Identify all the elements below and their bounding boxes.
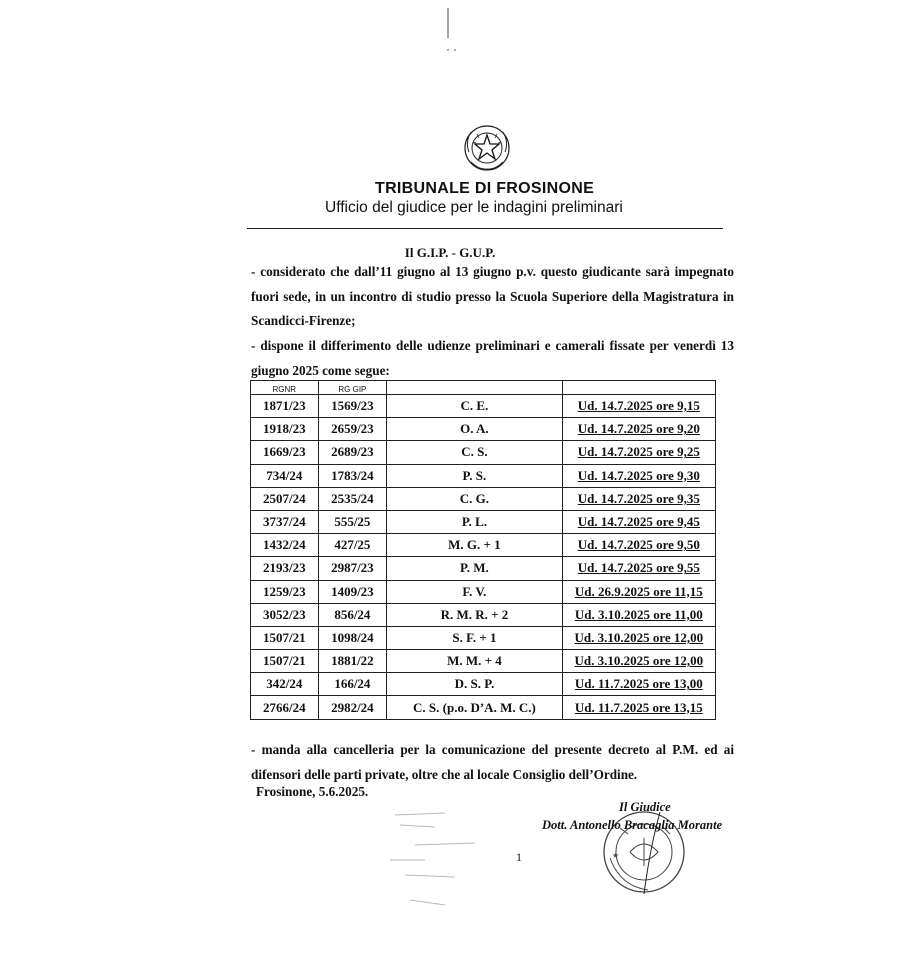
cell-rg-gip: 1881/22 <box>318 650 387 673</box>
office-name: Ufficio del giudice per le indagini preliminari <box>325 199 623 216</box>
cell-rgnr: 1432/24 <box>251 534 319 557</box>
table-row <box>251 673 716 696</box>
cell-udienza: Ud. 3.10.2025 ore 11,00 <box>562 603 715 626</box>
table-header-row <box>251 381 716 395</box>
republic-emblem-icon <box>461 122 513 174</box>
cell-parti: P. L. <box>387 510 563 533</box>
cell-rgnr: 2766/24 <box>251 696 319 719</box>
cell-rg-gip: 1783/24 <box>318 464 387 487</box>
cell-rg-gip: 427/25 <box>318 534 387 557</box>
table-row <box>251 395 716 418</box>
table-row <box>251 418 716 441</box>
cell-rgnr: 342/24 <box>251 673 319 696</box>
page-number: 1 <box>516 850 522 864</box>
cell-rg-gip: 2982/24 <box>318 696 387 719</box>
cell-rg-gip: 166/24 <box>318 673 387 696</box>
faint-office-stamp <box>385 805 505 925</box>
signature-title: Il Giudice <box>619 800 671 814</box>
table-row <box>251 650 716 673</box>
svg-text:★: ★ <box>612 851 620 860</box>
cell-udienza: Ud. 14.7.2025 ore 9,20 <box>562 418 715 441</box>
table-row <box>251 510 716 533</box>
cell-parti: R. M. R. + 2 <box>387 603 563 626</box>
cell-rg-gip: 2659/23 <box>318 418 387 441</box>
cell-rgnr: 1871/23 <box>251 395 319 418</box>
cell-rgnr: 3737/24 <box>251 510 319 533</box>
cell-rg-gip: 2987/23 <box>318 557 387 580</box>
cell-rg-gip: 856/24 <box>318 603 387 626</box>
table-row <box>251 696 716 719</box>
table-row <box>251 557 716 580</box>
table-row <box>251 580 716 603</box>
column-header-rgnr: RGNR <box>251 381 319 395</box>
cell-udienza: Ud. 14.7.2025 ore 9,50 <box>562 534 715 557</box>
column-header-rg-gip: RG GIP <box>318 381 387 395</box>
cell-udienza: Ud. 14.7.2025 ore 9,35 <box>562 487 715 510</box>
cell-udienza: Ud. 3.10.2025 ore 12,00 <box>562 626 715 649</box>
table-row <box>251 534 716 557</box>
cell-rg-gip: 555/25 <box>318 510 387 533</box>
header-divider <box>247 228 723 229</box>
cell-parti: M. M. + 4 <box>387 650 563 673</box>
cell-parti: D. S. P. <box>387 673 563 696</box>
cell-parti: C. S. <box>387 441 563 464</box>
cell-parti: S. F. + 1 <box>387 626 563 649</box>
cell-udienza: Ud. 26.9.2025 ore 11,15 <box>562 580 715 603</box>
hearings-table <box>250 380 716 720</box>
table-row <box>251 441 716 464</box>
table-row <box>251 603 716 626</box>
cell-rg-gip: 1409/23 <box>318 580 387 603</box>
column-header-udienza <box>562 381 715 395</box>
paragraph-manda: - manda alla cancelleria per la comunicazione del presente decreto al P.M. ed ai difensori delle parti private, oltre che al locale Consiglio dell’Ordine. <box>251 742 734 782</box>
cell-rgnr: 734/24 <box>251 464 319 487</box>
cell-rgnr: 1918/23 <box>251 418 319 441</box>
court-name: TRIBUNALE DI FROSINONE <box>375 180 595 197</box>
cell-parti: M. G. + 1 <box>387 534 563 557</box>
cell-rgnr: 3052/23 <box>251 603 319 626</box>
cell-parti: F. V. <box>387 580 563 603</box>
cell-udienza: Ud. 14.7.2025 ore 9,25 <box>562 441 715 464</box>
cell-rgnr: 1507/21 <box>251 626 319 649</box>
cell-parti: P. M. <box>387 557 563 580</box>
cell-rgnr: 2193/23 <box>251 557 319 580</box>
cell-rg-gip: 1569/23 <box>318 395 387 418</box>
place-date: Frosinone, 5.6.2025. <box>256 784 369 799</box>
table-row <box>251 626 716 649</box>
cell-rgnr: 2507/24 <box>251 487 319 510</box>
cell-udienza: Ud. 14.7.2025 ore 9,55 <box>562 557 715 580</box>
cell-parti: P. S. <box>387 464 563 487</box>
cell-udienza: Ud. 11.7.2025 ore 13,15 <box>562 696 715 719</box>
cell-udienza: Ud. 14.7.2025 ore 9,45 <box>562 510 715 533</box>
cell-udienza: Ud. 11.7.2025 ore 13,00 <box>562 673 715 696</box>
cell-rgnr: 1669/23 <box>251 441 319 464</box>
cell-rg-gip: 2535/24 <box>318 487 387 510</box>
column-header-parti <box>387 381 563 395</box>
cell-parti: C. E. <box>387 395 563 418</box>
cell-udienza: Ud. 14.7.2025 ore 9,30 <box>562 464 715 487</box>
cell-rgnr: 1259/23 <box>251 580 319 603</box>
scan-marks <box>440 8 460 53</box>
table-row <box>251 487 716 510</box>
decree-heading: Il G.I.P. - G.U.P. <box>404 245 496 260</box>
cell-udienza: Ud. 3.10.2025 ore 12,00 <box>562 650 715 673</box>
cell-udienza: Ud. 14.7.2025 ore 9,15 <box>562 395 715 418</box>
paragraph-considerato: - considerato che dall’11 giugno al 13 giugno p.v. questo giudicante sarà impegnato fuori sede, in un incontro di studio presso la Scuola Superiore della Magistratura in Scandicci-Firenze; <box>251 264 734 328</box>
cell-parti: C. G. <box>387 487 563 510</box>
cell-rg-gip: 1098/24 <box>318 626 387 649</box>
paragraph-dispone: - dispone il differimento delle udienze preliminari e camerali fissate per venerdì 13 giugno 2025 come segue: <box>251 338 734 378</box>
signature-name: Dott. Antonello Bracaglia Morante <box>542 818 723 832</box>
cell-rg-gip: 2689/23 <box>318 441 387 464</box>
table-row <box>251 464 716 487</box>
cell-rgnr: 1507/21 <box>251 650 319 673</box>
cell-parti: C. S. (p.o. D’A. M. C.) <box>387 696 563 719</box>
cell-parti: O. A. <box>387 418 563 441</box>
